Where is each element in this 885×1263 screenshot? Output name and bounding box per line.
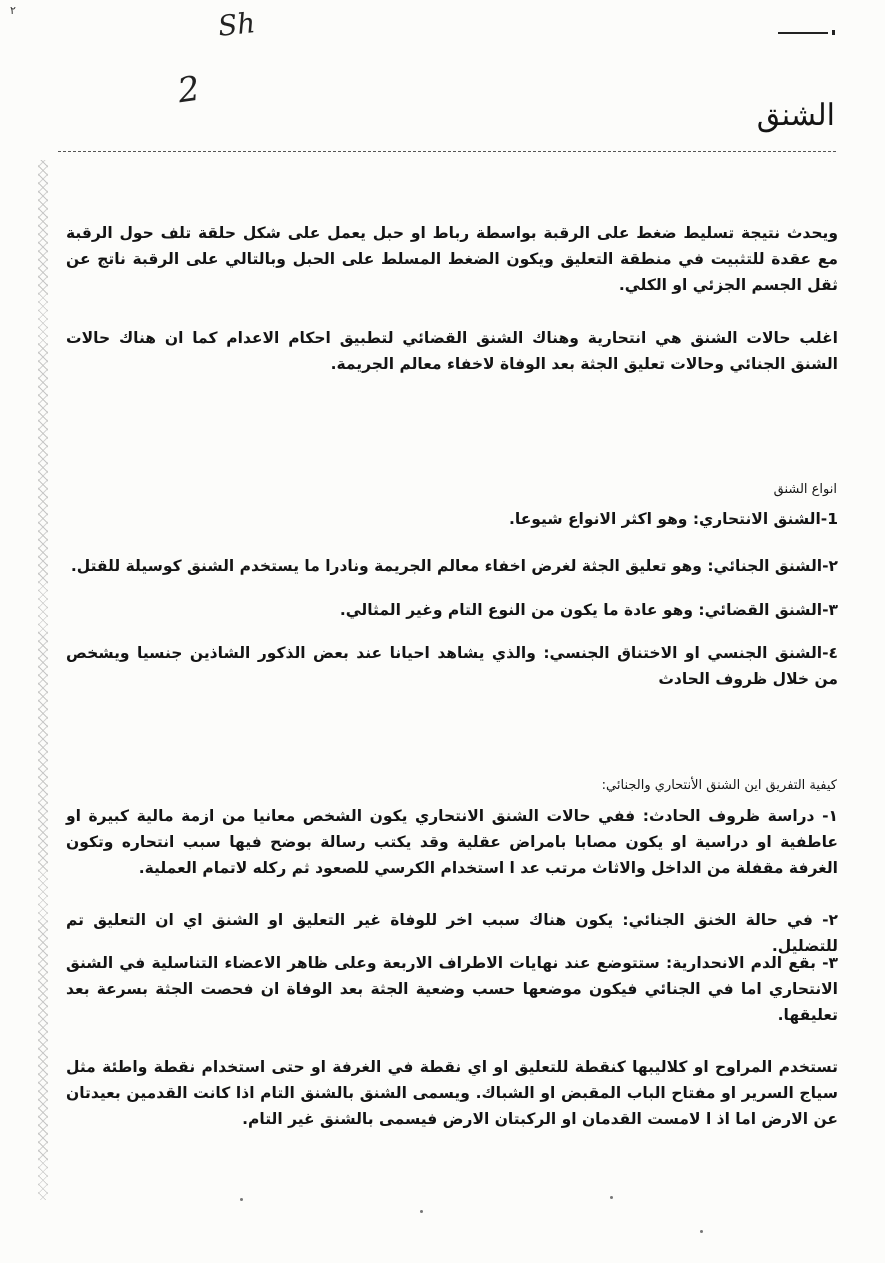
handwritten-annotation: 2 [175, 68, 203, 112]
closing-paragraph: تستخدم المراوح او كلاليبها كنقطة للتعليق او اي نقطة في الغرفة او حتى استخدام نقطة واطئة مثل سياج السرير او مفتاح الباب المقبض او الشباك. ويسمى الشنق بالشنق التام اذا كانت القدمين بعيدتان عن الارض اما اذ ا لامست القدمان او الركبتان الارض فيسمى بالشنق غير التام. [66, 1058, 838, 1128]
top-margin-rule [778, 32, 828, 34]
title-divider [58, 151, 836, 152]
intro-paragraph-cases: اغلب حالات الشنق هي انتحارية وهناك الشنق القضائي لتطبيق احكام الاعدام كما ان هناك حالات الشنق الجنائي وحالات تعليق الجثة بعد الوفاة لاخفاء معالم الجريمة. [66, 329, 838, 373]
page-corner-mark: ٢ [10, 4, 16, 17]
types-list-item: 1-الشنق الانتحاري: وهو اكثر الانواع شيوعا. [508, 510, 838, 528]
distinction-list-item: ١- دراسة ظروف الحادث: ففي حالات الشنق الانتحاري يكون الشخص معانيا من ازمة مالية كبيرة او عاطفية او دراسية او يكون مصابا بامراض عقلية وقد يكتب رسالة بوضح فيها سبب انتحاره وتكون الغرفة مقفلة من الداخل والاثاث مرتب عد ا استخدام الكرسي للصعود ثم ركله لاتمام العملية. [66, 807, 838, 877]
scan-speck [700, 1230, 703, 1233]
scan-speck [610, 1196, 613, 1199]
handwritten-annotation: Sh [216, 6, 257, 43]
intro-paragraph-definition: ويحدث نتيجة تسليط ضغط على الرقبة بواسطة رباط او حبل يعمل على شكل حلقة تلف حول الرقبة مع عقدة للتثبيت في منطقة التعليق ويكون الضغط المسلط على الحبل وبالتالي على الرقبة ناتج عن ثقل الجسم الجزئي او الكلي. [66, 224, 838, 294]
section-heading-types: انواع الشنق [773, 482, 837, 497]
scan-speck [240, 1198, 243, 1201]
types-list-item: ٤-الشنق الجنسي او الاختناق الجنسي: والذي يشاهد احيانا عند بعض الذكور الشاذين جنسيا ويشخص من خلال ظروف الحادث [66, 644, 838, 688]
page-title: الشنق [756, 98, 835, 133]
scan-binding-edge [38, 160, 48, 1200]
scan-speck [420, 1210, 423, 1213]
types-list-item: ٢-الشنق الجنائي: وهو تعليق الجثة لغرض اخفاء معالم الجريمة ونادرا ما يستخدم الشنق كوسيلة للقتل. [70, 557, 838, 575]
distinction-list-item: ٢- في حالة الخنق الجنائي: يكون هناك سبب اخر للوفاة غير التعليق او الشنق اي ان التعليق تم للتضليل. [66, 911, 838, 955]
distinction-list-item: ٣- بقع الدم الانحدارية: ستتوضع عند نهايات الاطراف الاربعة وعلى ظاهر الاعضاء التناسلية في الشنق الانتحاري اما في الجنائي فيكون موضعها حسب وضعية الجثة بعد الوفاة ان فحصت الجثة بسرعة بعد تعليقها. [66, 954, 838, 1024]
section-heading-distinction: كيفية التفريق اين الشنق الأنتحاري والجنائي: [601, 778, 837, 793]
top-margin-mark [832, 30, 835, 35]
types-list-item: ٣-الشنق القضائي: وهو عادة ما يكون من النوع التام وغير المثالي. [339, 601, 838, 619]
